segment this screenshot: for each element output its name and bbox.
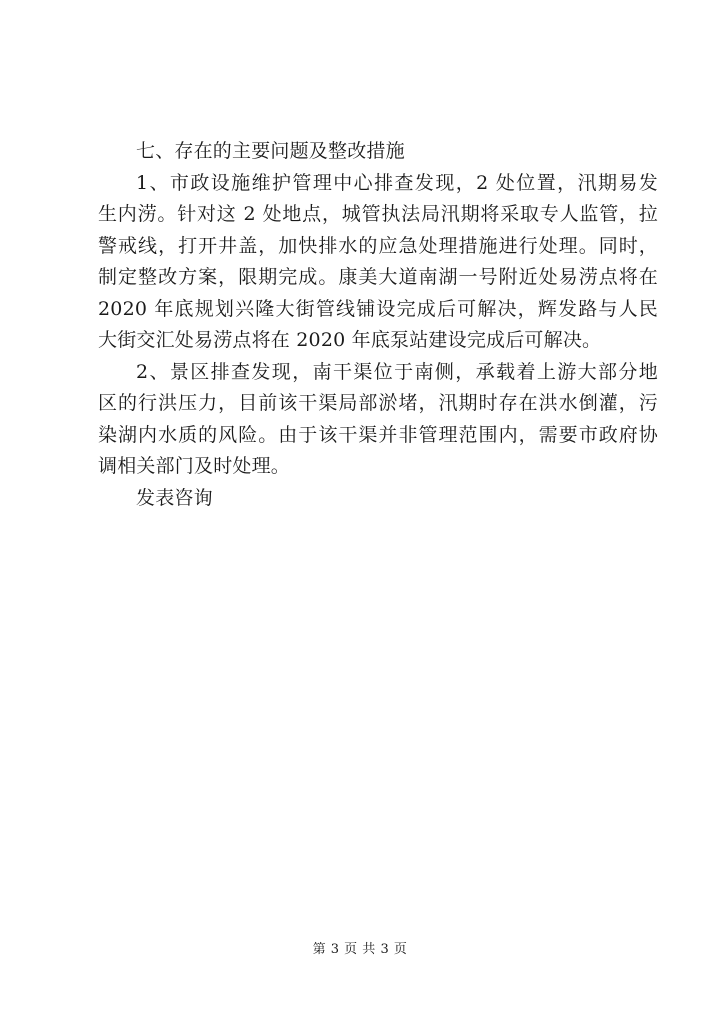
paragraph-2-line-4: 调相关部门及时处理。 [98, 455, 291, 477]
page-number-footer: 第 3 页 共 3 页 [312, 942, 408, 957]
paragraph-1-line-5: 2020 年底规划兴隆大街管线铺设完成后可解决，辉发路与人民 [98, 297, 658, 320]
paragraph-1-line-3: 警戒线，打开井盖，加快排水的应急处理措施进行处理。同时， [98, 234, 658, 257]
closing-text: 发表咨询 [136, 486, 213, 509]
paragraph-1-line-1: 1、市政设施维护管理中心排查发现，2 处位置，汛期易发 [136, 171, 658, 194]
paragraph-1-line-6: 大街交汇处易涝点将在 2020 年底泵站建设完成后可解决。 [98, 329, 602, 351]
paragraph-1-line-4: 制定整改方案，限期完成。康美大道南湖一号附近处易涝点将在 [98, 266, 658, 288]
paragraph-2-line-2: 区的行洪压力，目前该干渠局部淤堵，汛期时存在洪水倒灌，污 [98, 392, 658, 414]
paragraph-1-line-2: 生内涝。针对这 2 处地点，城管执法局汛期将采取专人监管，拉 [98, 203, 658, 225]
paragraph-2-line-3: 染湖内水质的风险。由于该干渠并非管理范围内，需要市政府协 [98, 423, 658, 446]
paragraph-2-line-1: 2、景区排查发现，南干渠位于南侧，承载着上游大部分地 [136, 360, 658, 383]
document-body [98, 136, 658, 514]
section-heading: 七、存在的主要问题及整改措施 [136, 140, 405, 162]
